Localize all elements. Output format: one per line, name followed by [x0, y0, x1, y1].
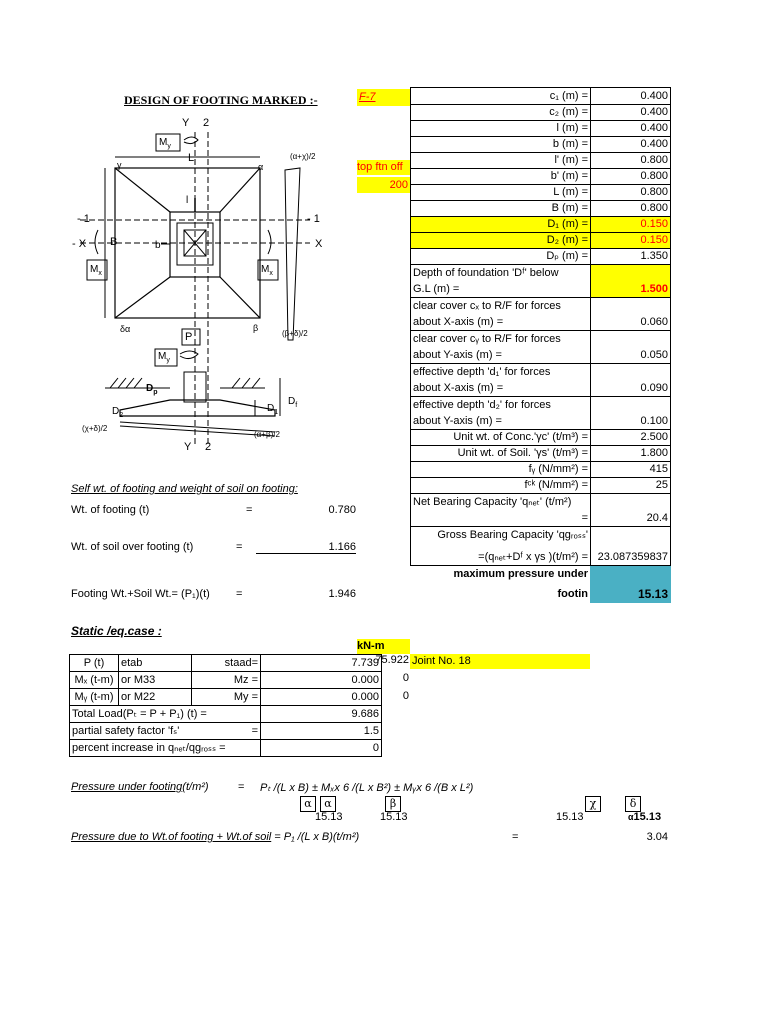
loads-table [69, 654, 382, 757]
gross-bearing-row [411, 527, 671, 566]
section-2-top-label: 2 [203, 117, 210, 129]
page-title: DESIGN OF FOOTING MARKED :- [124, 93, 318, 107]
param-row [411, 169, 671, 185]
joint-p-value: 75.922 [375, 654, 409, 666]
param-value: 0.400 [591, 121, 671, 137]
fy-row-value: 415 [591, 462, 671, 478]
mx-right-label: $M_x$ [261, 264, 273, 277]
param-value: 0.800 [591, 201, 671, 217]
param-value: 0.800 [591, 169, 671, 185]
pressure-wt-value: 3.04 [646, 831, 668, 843]
cover-y-row [411, 331, 671, 364]
eff-depth-1-row [411, 364, 671, 397]
delta-symbol-box: δ [625, 796, 641, 812]
depth-row [411, 265, 671, 298]
fck-row [411, 478, 671, 494]
top-ftn-off-label: top ftn off [357, 160, 410, 175]
percent-increase-row-value: 0 [261, 740, 382, 757]
beta-symbol-box: β [385, 796, 401, 812]
param-label: c₂ (m) = [411, 105, 591, 121]
unit-wt-soil-row-value: 1.800 [591, 446, 671, 462]
top-ftn-off-value: 200 [357, 177, 410, 193]
pressure-beta-value: 15.13 [380, 811, 408, 823]
L-label: L [188, 152, 195, 164]
load-cell: or M33 [119, 672, 192, 689]
fck-row-value: 25 [591, 478, 671, 494]
max-pressure-row [411, 566, 671, 603]
beta-label: β [253, 323, 259, 333]
pressure-eq: = [238, 781, 245, 793]
wt-footing-eq: = [246, 504, 253, 516]
param-label: b (m) = [411, 137, 591, 153]
safety-factor-row [70, 723, 382, 740]
load-row [70, 655, 382, 672]
static-case-heading: Static /eq.case : [71, 624, 162, 638]
fy-row-label: fᵧ (N/mm²) = [411, 462, 591, 478]
safety-factor-row-label: partial safety factor 'fₛ' = [70, 723, 261, 740]
cover-y-row-label: clear cover cᵧ to R/F for forces about Y-axis (m) = [411, 331, 591, 364]
alpha-label: α [258, 162, 264, 172]
load-cell: 0.000 [261, 689, 382, 706]
my-value-kn: 0 [402, 690, 409, 702]
gross-bearing-row-value: 23.087359837 [591, 527, 671, 566]
footing-id: F-7 [357, 89, 411, 106]
cover-x-row-label: clear cover cₓ to R/F for forces about X-axis (m) = [411, 298, 591, 331]
my-top-label: $M_y$ [159, 137, 171, 150]
param-row [411, 217, 671, 233]
mx-left-label: $M_x$ [90, 264, 102, 277]
pressure-chi-value: 15.13 [556, 811, 584, 823]
depth-row-label: Depth of foundation 'Dᶠ' below G.L (m) = [411, 265, 591, 298]
D1-label: $D_1$ [267, 403, 279, 416]
param-row [411, 105, 671, 121]
total-wt-value: 1.946 [328, 588, 356, 600]
joint-label: Joint No. 18 [410, 654, 590, 669]
fy-row [411, 462, 671, 478]
eff-depth-1-row-value: 0.090 [591, 364, 671, 397]
Df-label: $D_f$ [288, 396, 298, 409]
unit-wt-soil-row-label: Unit wt. of Soil. 'γs' (t/m³) = [411, 446, 591, 462]
param-row [411, 249, 671, 265]
beta-delta-label: (β+δ)/2 [282, 329, 308, 338]
pressure-label: Pressure under footing(t/m²) [71, 781, 209, 793]
alpha-symbol-box: α [300, 796, 316, 812]
self-wt-heading: Self wt. of footing and weight of soil on footing: [71, 483, 298, 495]
pressure-alpha-value: 15.13 [315, 811, 343, 823]
total-load-row-label: Total Load(Pₜ = P + P₁) (t) = [70, 706, 261, 723]
percent-increase-row [70, 740, 382, 757]
param-label: D₂ (m) = [411, 233, 591, 249]
P-label: P [185, 331, 193, 343]
param-value: 0.800 [591, 153, 671, 169]
wt-soil-value: 1.166 [256, 541, 356, 554]
percent-increase-row-label: percent increase in qₙₑₜ/qɡᵣₒₛₛ = [70, 740, 261, 757]
load-cell: etab [119, 655, 192, 672]
total-load-row [70, 706, 382, 723]
param-value: 0.800 [591, 185, 671, 201]
pressure-formula: Pₜ /(L x B) ± Mₓx 6 /(L x B²) ± Mᵧx 6 /(B x L²) [260, 782, 474, 794]
my-mid-label: $M_y$ [158, 351, 170, 364]
load-cell: 7.739 [261, 655, 382, 672]
total-wt-eq: = [236, 588, 243, 600]
pressure-wt-eq: = [512, 831, 519, 843]
footing-diagram [60, 110, 360, 460]
safety-factor-row-value: 1.5 [261, 723, 382, 740]
gross-bearing-row-label: Gross Bearing Capacity 'qɡᵣₒₛₛ' =(qₙₑₜ+Dᶠ x γs )(t/m²) = [411, 527, 591, 566]
param-row [411, 153, 671, 169]
param-value: 1.350 [591, 249, 671, 265]
x-axis-left-label: - X [72, 238, 87, 250]
max-pressure-value: 15.13 [591, 566, 671, 603]
load-cell: staad= [192, 655, 261, 672]
load-cell: 0.000 [261, 672, 382, 689]
alpha-chi-label: (α+χ)/2 [290, 152, 316, 161]
chi-symbol-box: χ [585, 796, 601, 812]
param-row [411, 185, 671, 201]
section-1-right-label: - 1 [307, 213, 320, 225]
total-wt-label: Footing Wt.+Soil Wt.= (P₁)(t) [71, 588, 210, 600]
param-label: l' (m) = [411, 153, 591, 169]
b-label: b [155, 240, 161, 251]
Dp-label: $D_p$ [146, 383, 158, 396]
eff-depth-1-row-label: effective depth 'd₁' for forces about X-axis (m) = [411, 364, 591, 397]
section-1-left-label: - 1 [77, 213, 90, 225]
pressure-wt-label: Pressure due to Wt.of footing + Wt.of soil = P₁ /(L x B)(t/m²) [71, 831, 360, 843]
load-cell: Mₓ (t-m) [70, 672, 119, 689]
y-axis-top-label: Y [182, 117, 190, 129]
unit-wt-conc-row-value: 2.500 [591, 430, 671, 446]
l-label: l [186, 195, 189, 206]
kn-m-label: kN-m [357, 639, 410, 654]
load-cell: Mz = [192, 672, 261, 689]
param-row [411, 233, 671, 249]
total-load-row-value: 9.686 [261, 706, 382, 723]
param-label: Dₚ (m) = [411, 249, 591, 265]
load-row [70, 672, 382, 689]
net-bearing-row-label: Net Bearing Capacity 'qₙₑₜ' (t/m²) = [411, 494, 591, 527]
fck-row-label: fᶜᵏ (N/mm²) = [411, 478, 591, 494]
net-bearing-row-value: 20.4 [591, 494, 671, 527]
gamma-label: γ [117, 160, 122, 170]
param-label: l (m) = [411, 121, 591, 137]
wt-soil-eq: = [236, 541, 243, 553]
load-cell: My = [192, 689, 261, 706]
param-value: 0.400 [591, 137, 671, 153]
param-row [411, 88, 671, 105]
unit-wt-soil-row [411, 446, 671, 462]
load-cell: or M22 [119, 689, 192, 706]
y-axis-bottom-label: Y [184, 441, 192, 453]
x-axis-right-label: X [315, 238, 323, 250]
param-label: D₁ (m) = [411, 217, 591, 233]
eff-depth-2-row-value: 0.100 [591, 397, 671, 430]
load-cell: P (t) [70, 655, 119, 672]
param-value: 0.400 [591, 88, 671, 105]
alpha-beta-label: (α+β)/2 [254, 430, 280, 439]
chi-delta-label: (χ+δ)/2 [82, 424, 108, 433]
param-label: c₁ (m) = [411, 88, 591, 105]
param-label: b' (m) = [411, 169, 591, 185]
mz-value-kn: 0 [402, 672, 409, 684]
param-value: 0.400 [591, 105, 671, 121]
depth-row-value: 1.500 [591, 265, 671, 298]
param-row [411, 137, 671, 153]
load-cell: Mᵧ (t-m) [70, 689, 119, 706]
param-row [411, 201, 671, 217]
max-pressure-label: maximum pressure under footin [453, 568, 589, 600]
pressure-delta-value: α15.13 [628, 811, 662, 823]
delta-alpha-label: δα [120, 324, 131, 334]
cover-x-row [411, 298, 671, 331]
param-row [411, 121, 671, 137]
wt-footing-value: 0.780 [328, 504, 356, 516]
load-row [70, 689, 382, 706]
section-2-bottom-label: 2 [205, 441, 212, 453]
wt-footing-label: Wt. of footing (t) [71, 504, 150, 516]
param-label: B (m) = [411, 201, 591, 217]
wt-soil-label: Wt. of soil over footing (t) [71, 541, 194, 553]
param-value: 0.150 [591, 217, 671, 233]
eff-depth-2-row-label: effective depth 'd₂' for forces about Y-axis (m) = [411, 397, 591, 430]
param-value: 0.150 [591, 233, 671, 249]
unit-wt-conc-row-label: Unit wt. of Conc.'γc' (t/m³) = [411, 430, 591, 446]
unit-wt-conc-row [411, 430, 671, 446]
B-label: B [110, 236, 118, 248]
eff-depth-2-row [411, 397, 671, 430]
D2-label: $D_2$ [112, 406, 124, 419]
footing-parameters-table [410, 87, 671, 603]
param-label: L (m) = [411, 185, 591, 201]
cover-x-row-value: 0.060 [591, 298, 671, 331]
net-bearing-row [411, 494, 671, 527]
cover-y-row-value: 0.050 [591, 331, 671, 364]
alpha-symbol-box-2: α [320, 796, 336, 812]
